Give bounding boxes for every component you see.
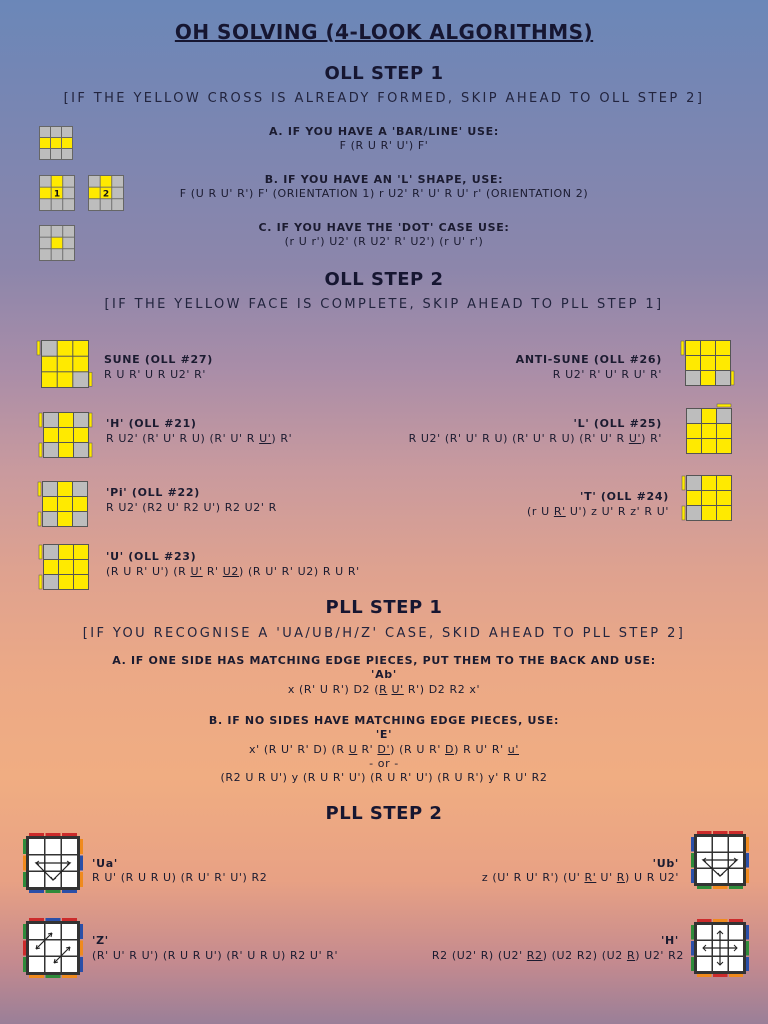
- oll1-dot-algorithm: (r U r') U2' (R U2' R' U2') (r U' r'): [284, 235, 484, 248]
- pll1-e-name: 'E': [375, 728, 393, 741]
- pll1-ab-name: 'Ab': [371, 668, 397, 681]
- oll-h-diagram: [43, 412, 89, 458]
- orientation-2-number: 2: [102, 189, 110, 200]
- pll1-matching-label: A. IF ONE SIDE HAS MATCHING EDGE PIECES, PUT THEM TO THE BACK AND USE:: [112, 654, 656, 667]
- ua-algorithm: R U' (R U R U) (R U' R' U') R2: [92, 871, 268, 884]
- anti-sune-label: ANTI-SUNE (OLL #26): [515, 353, 662, 366]
- oll-step-1-heading: OLL STEP 1: [324, 63, 444, 84]
- z-algorithm: (R' U' R U') (R U R U') (R' U R U) R2 U' R': [92, 949, 339, 962]
- oll-l-label: 'L' (OLL #25): [573, 417, 662, 430]
- oll-u-diagram: [43, 544, 89, 590]
- ub-label: 'Ub': [652, 857, 679, 870]
- pll1-or-separator: - or -: [369, 757, 399, 770]
- z-label: 'Z': [92, 934, 109, 947]
- oll-step-1-note: [IF THE YELLOW CROSS IS ALREADY FORMED, SKIP AHEAD TO OLL STEP 2]: [63, 91, 705, 106]
- oll-t-diagram: [686, 475, 732, 521]
- ua-perm-diagram: [26, 836, 80, 890]
- oll-pi-algorithm: R U2' (R2 U' R2 U') R2 U2' R: [106, 501, 277, 514]
- page-title: OH SOLVING (4-LOOK ALGORITHMS): [174, 20, 594, 44]
- pll1-ab-algorithm: x (R' U R') D2 (R U' R') D2 R2 x': [287, 683, 481, 696]
- oll-l-algorithm: R U2' (R' U' R U) (R' U' R U) (R' U' R U') R': [408, 432, 662, 445]
- oll-u-label: 'U' (OLL #23): [106, 550, 197, 563]
- oll1-bar-algorithm: F (R U R' U') F': [339, 139, 429, 152]
- ua-label: 'Ua': [92, 857, 118, 870]
- pll-step-1-note: [IF YOU RECOGNISE A 'UA/UB/H/Z' CASE, SKID AHEAD TO PLL STEP 2]: [82, 626, 686, 641]
- pll-step-2-heading: PLL STEP 2: [325, 803, 443, 824]
- sune-algorithm: R U R' U R U2' R': [104, 368, 206, 381]
- pll1-e-alternate-algorithm: (R2 U R U') y (R U R' U') (R U R' U') (R U R') y' R U' R2: [220, 771, 548, 784]
- pll1-e-algorithm: x' (R U' R' D) (R U R' D') (R U R' D) R U' R' u': [249, 743, 519, 756]
- h-perm-diagram: [694, 922, 746, 974]
- oll-l-diagram: [686, 408, 732, 454]
- oll-t-label: 'T' (OLL #24): [580, 490, 669, 503]
- oll-step-2-note: [IF THE YELLOW FACE IS COMPLETE, SKIP AHEAD TO PLL STEP 1]: [104, 297, 664, 312]
- oll1-l-shape-label: B. IF YOU HAVE AN 'L' SHAPE, USE:: [264, 173, 504, 186]
- sune-label: SUNE (OLL #27): [104, 353, 213, 366]
- oll1-dot-label: C. IF YOU HAVE THE 'DOT' CASE USE:: [258, 221, 510, 234]
- ub-perm-diagram: [694, 834, 746, 886]
- anti-sune-diagram: [685, 340, 731, 386]
- oll-h-label: 'H' (OLL #21): [106, 417, 197, 430]
- z-perm-diagram: [26, 921, 80, 975]
- oll-u-algorithm: (R U R' U') (R U' R' U2) (R U' R' U2) R U R': [106, 565, 360, 578]
- oll-pi-diagram: [42, 481, 88, 527]
- oll1-l-shape-algorithms: F (U R U' R') F' (ORIENTATION 1) r U2' R' U' R U' r' (ORIENTATION 2): [179, 187, 589, 200]
- pll1-no-matching-label: B. IF NO SIDES HAVE MATCHING EDGE PIECES, USE:: [208, 714, 560, 727]
- pll-step-1-heading: PLL STEP 1: [325, 597, 443, 618]
- oll-pi-label: 'Pi' (OLL #22): [106, 486, 200, 499]
- oll-step-2-heading: OLL STEP 2: [324, 269, 444, 290]
- orientation-1-number: 1: [53, 189, 61, 200]
- sune-diagram: [41, 340, 89, 388]
- h-perm-algorithm: R2 (U2' R) (U2' R2) (U2 R2) (U2 R) U2' R2: [431, 949, 684, 962]
- oll-t-algorithm: (r U R' U') z U' R z' R U': [527, 505, 669, 518]
- anti-sune-algorithm: R U2' R' U' R U' R': [552, 368, 662, 381]
- oll-h-algorithm: R U2' (R' U' R U) (R' U' R U') R': [106, 432, 293, 445]
- h-perm-label: 'H': [660, 934, 679, 947]
- ub-algorithm: z (U' R U' R') (U' R' U' R) U R U2': [481, 871, 679, 884]
- oll1-bar-label: A. IF YOU HAVE A 'BAR/LINE' USE:: [269, 125, 499, 138]
